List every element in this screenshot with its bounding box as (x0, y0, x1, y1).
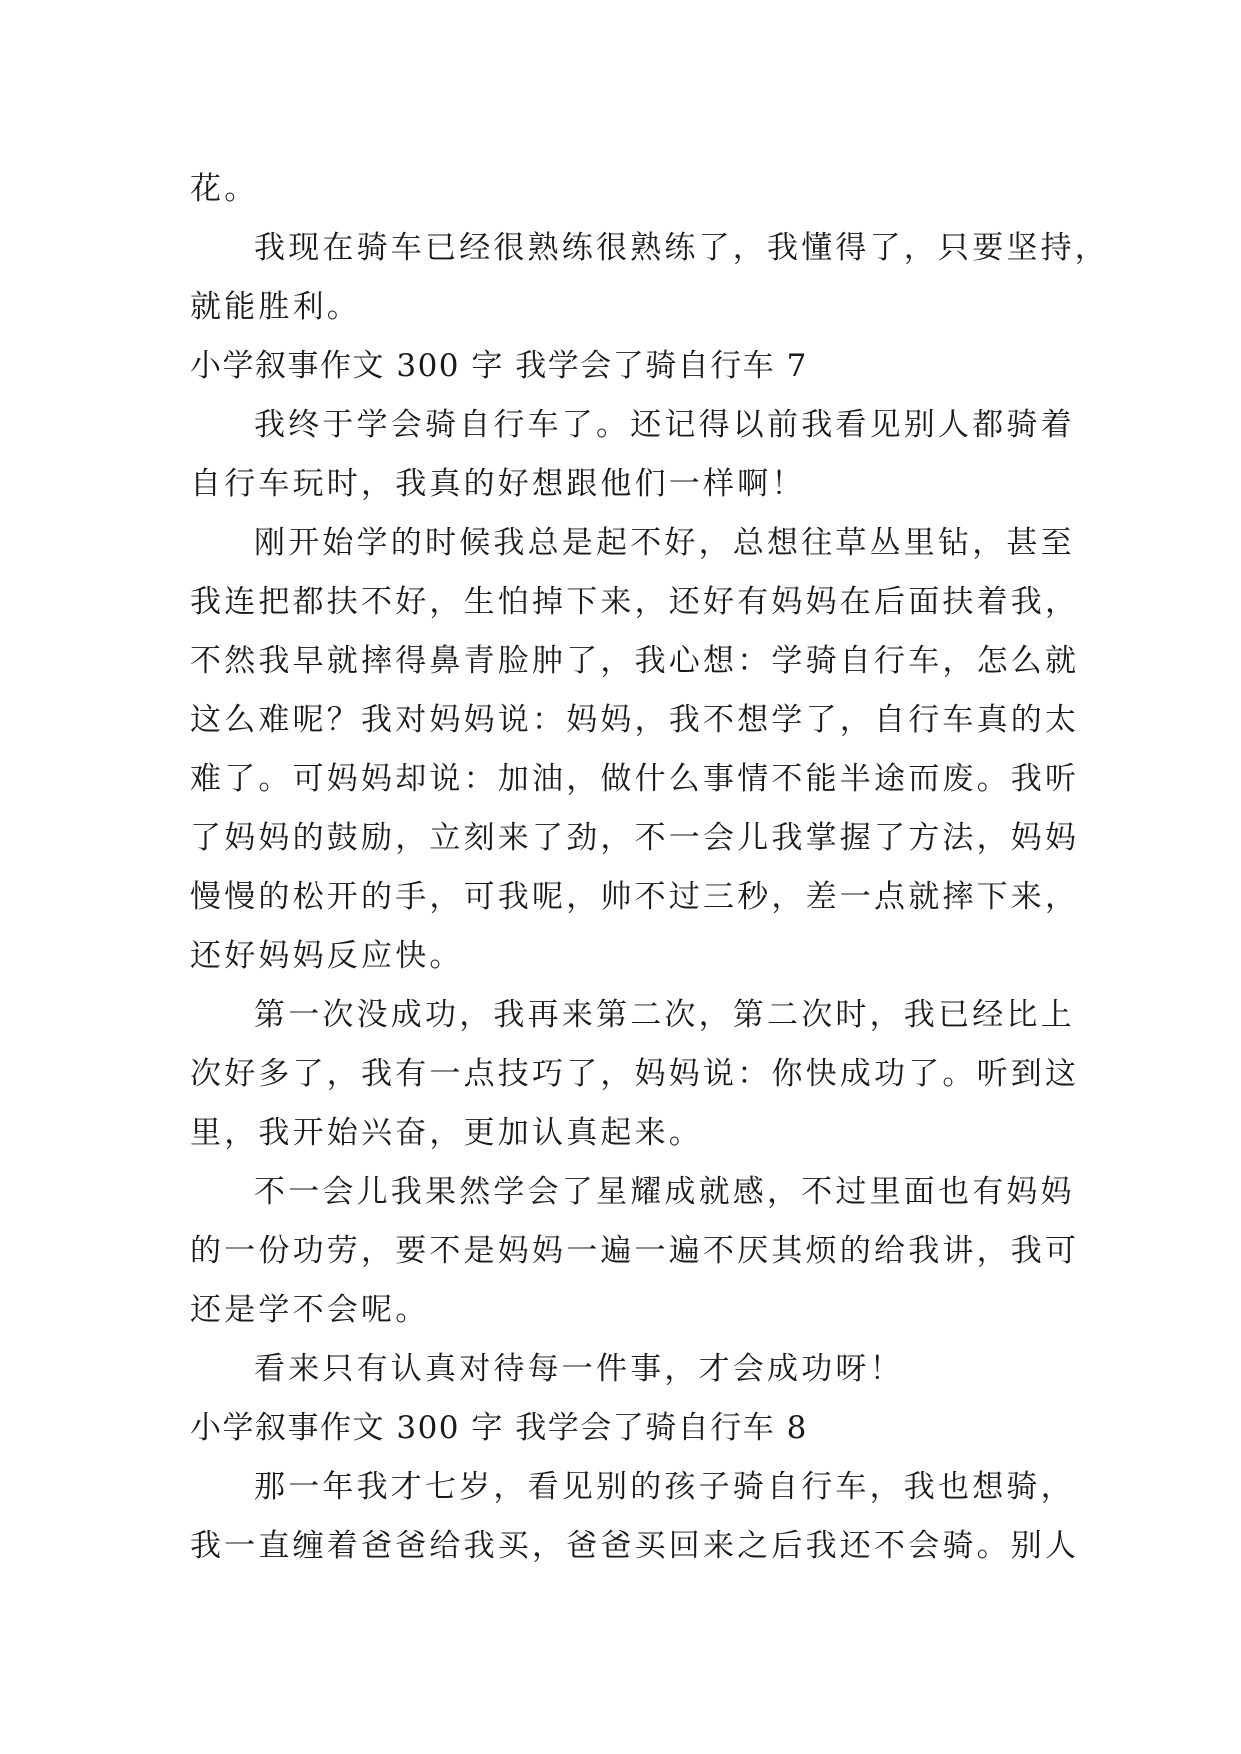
text-line: 还好妈妈反应快。 (190, 938, 464, 974)
paragraph-start-line: 看来只有认真对待每一件事，才会成功呀！ (254, 1351, 904, 1387)
text-line: 的一份功劳，要不是妈妈一遍一遍不厌其烦的给我讲，我可 (190, 1233, 1080, 1269)
text-line: 不然我早就摔得鼻青脸肿了，我心想：学骑自行车，怎么就 (190, 643, 1080, 679)
text-line: 花。 (190, 171, 259, 207)
text-line: 这么难呢？我对妈妈说：妈妈，我不想学了，自行车真的太 (190, 702, 1080, 738)
text-line: 还是学不会呢。 (190, 1292, 430, 1328)
text-line: 难了。可妈妈却说：加油，做什么事情不能半途而废。我听 (190, 761, 1080, 797)
document-page (190, 160, 1109, 1576)
text-line: 就能胜利。 (190, 289, 361, 325)
paragraph-start-line: 第一次没成功，我再来第二次，第二次时，我已经比上 (254, 997, 1075, 1033)
paragraph-start-line: 我现在骑车已经很熟练很熟练了，我懂得了，只要坚持， (254, 230, 1109, 266)
text-line: 我一直缠着爸爸给我买，爸爸买回来之后我还不会骑。别人 (190, 1528, 1080, 1564)
text-line: 里，我开始兴奋，更加认真起来。 (190, 1115, 703, 1151)
paragraph-start-line: 不一会儿我果然学会了星耀成就感，不过里面也有妈妈 (254, 1174, 1075, 1210)
section-heading-8: 小学叙事作文 300 字 我学会了骑自行车 8 (190, 1410, 808, 1446)
paragraph-start-line: 我终于学会骑自行车了。还记得以前我看见别人都骑着 (254, 407, 1075, 443)
text-line: 了妈妈的鼓励，立刻来了劲，不一会儿我掌握了方法，妈妈 (190, 820, 1080, 856)
paragraph-start-line: 刚开始学的时候我总是起不好，总想往草丛里钻，甚至 (254, 525, 1075, 561)
section-heading-7: 小学叙事作文 300 字 我学会了骑自行车 7 (190, 348, 808, 384)
text-line: 我连把都扶不好，生怕掉下来，还好有妈妈在后面扶着我， (190, 584, 1080, 620)
text-line: 自行车玩时，我真的好想跟他们一样啊！ (190, 466, 806, 502)
text-line: 慢慢的松开的手，可我呢，帅不过三秒，差一点就摔下来， (190, 879, 1080, 915)
paragraph-start-line: 那一年我才七岁，看见别的孩子骑自行车，我也想骑， (254, 1469, 1075, 1505)
text-line: 次好多了，我有一点技巧了，妈妈说：你快成功了。听到这 (190, 1056, 1080, 1092)
